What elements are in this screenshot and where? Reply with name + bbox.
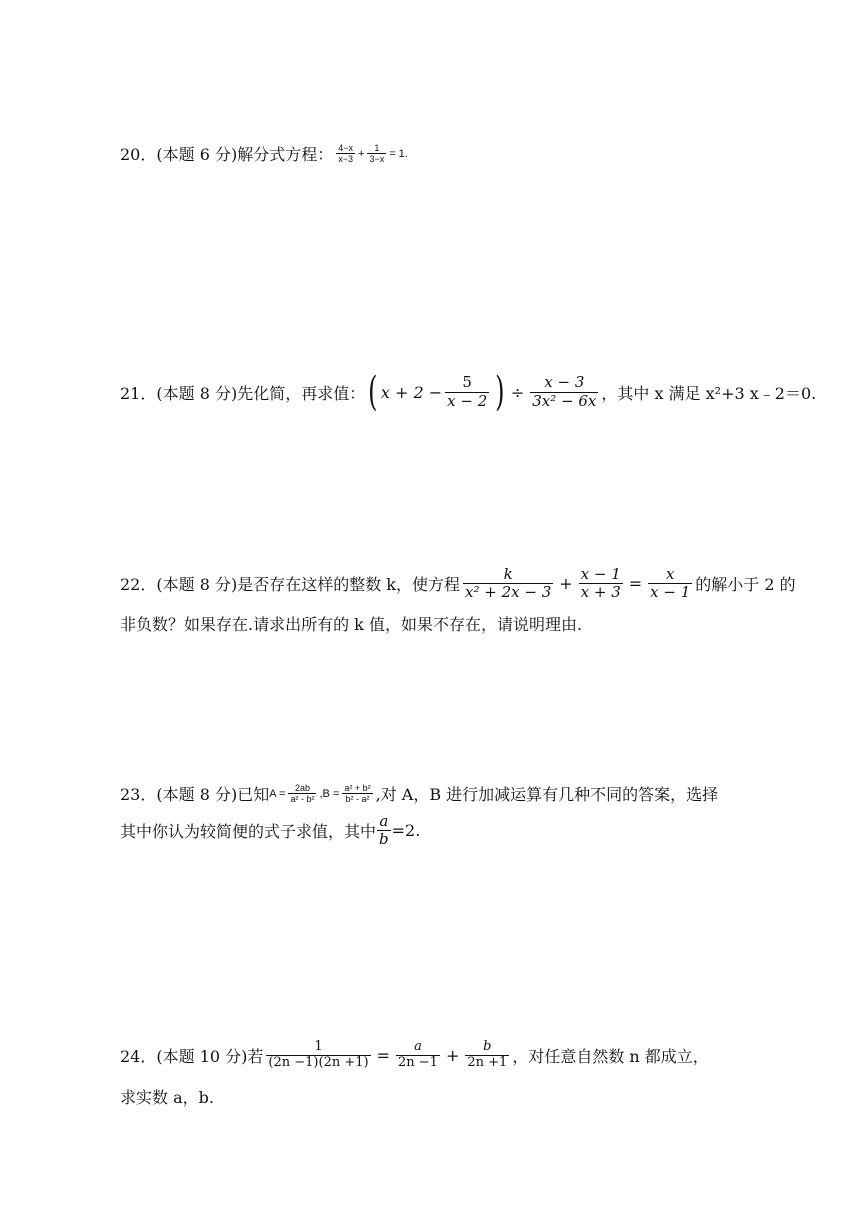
question-number: 23． <box>120 785 157 804</box>
question-score: (本题 8 分) <box>156 575 238 595</box>
question-score: (本题 10 分) <box>156 1046 248 1066</box>
plus-sign: + <box>358 147 365 160</box>
question-tail: ，对任意自然数 n 都成立， <box>512 1046 709 1066</box>
divide-sign: ÷ <box>510 382 525 402</box>
question-number: 21． <box>120 383 157 403</box>
plus-sign: + <box>445 1045 460 1065</box>
expression: x + 2 − <box>380 382 443 402</box>
question-text: 若 <box>247 1046 264 1066</box>
equals-sign: = <box>376 1045 390 1065</box>
right-paren: ) <box>495 369 505 415</box>
question-tail: 的解小于 2 的 <box>695 575 796 595</box>
question-20 <box>120 142 408 165</box>
fraction: $\frac{5}{x - 2}$ <box>447 373 488 410</box>
fraction: $\frac{b}{2n +1}$ <box>467 1039 508 1070</box>
question-line-2: 非负数？如果存在.请求出所有的 k 值，如果不存在，请说明理由. <box>120 614 583 634</box>
question-text: 先化简，再求值： <box>237 383 366 403</box>
question-21 <box>120 369 817 415</box>
fraction: $\frac{x - 3}{\text{3x² − 6x}}$ <box>532 373 597 410</box>
question-number: 20． <box>120 145 157 164</box>
question-24 <box>120 1040 709 1108</box>
label-b: ,B = <box>319 787 340 800</box>
label-a: A = <box>269 787 286 800</box>
question-text: 解分式方程： <box>237 145 334 164</box>
question-22 <box>120 566 796 635</box>
question-23 <box>120 782 718 849</box>
fraction: $\frac{1}{3-x}$ <box>369 142 385 164</box>
question-tail: ，其中 x 满足 x²+3 x﹣2＝0. <box>601 383 817 403</box>
question-line-2: 求实数 a，b. <box>120 1087 214 1107</box>
left-paren: ( <box>368 369 378 415</box>
fraction: $\frac{k}{\text{x² + 2x − 3}}$ <box>465 565 552 602</box>
question-score: (本题 8 分) <box>156 383 238 403</box>
plus-sign: + <box>559 574 573 594</box>
question-text: 是否存在这样的整数 k，使方程 <box>237 575 461 595</box>
equation-tail: = 1. <box>389 147 408 160</box>
question-score: (本题 8 分) <box>156 785 238 804</box>
question-number: 24． <box>120 1046 157 1066</box>
question-tail: ,对 A，B 进行加减运算有几种不同的答案，选择 <box>375 785 719 804</box>
line-text: 其中你认为较简便的式子求值，其中 <box>120 822 377 842</box>
equals-sign: = <box>628 574 643 594</box>
fraction: $\frac{x}{x - 1}$ <box>650 565 691 602</box>
question-number: 22． <box>120 575 157 595</box>
fraction: $\frac{1}{(2n -1)(2n +1)}$ <box>268 1039 369 1070</box>
question-line-2 <box>120 813 718 849</box>
fraction: $\frac{\text{a² + b²}}{\text{b² - a²}}$ <box>344 782 371 804</box>
line-tail: =2. <box>391 821 421 841</box>
question-score: (本题 6 分) <box>156 145 238 164</box>
fraction: $\frac{a}{b}$ <box>379 812 389 849</box>
fraction: $\frac{2ab}{\text{a² - b²}}$ <box>290 782 315 804</box>
fraction: $\frac{4-x}{x-3}$ <box>338 142 353 164</box>
fraction: $\frac{x - 1}{x + 3}$ <box>580 565 621 602</box>
fraction: $\frac{a}{2n -1}$ <box>398 1039 438 1070</box>
question-text: 已知 <box>237 785 270 804</box>
